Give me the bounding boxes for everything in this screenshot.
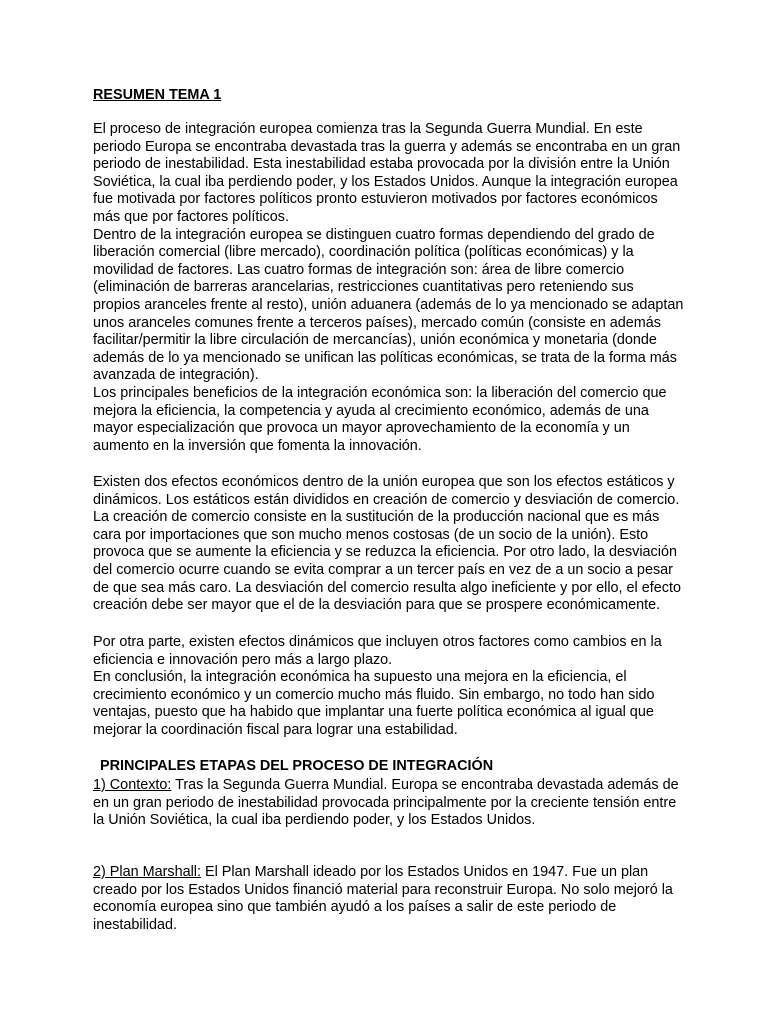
text-line: fue motivada por factores políticos pronto estuvieron motivados por factores económicos xyxy=(93,191,658,208)
text-line: propios aranceles frente al resto), unión aduanera (además de lo ya mencionado se adaptan xyxy=(93,296,684,313)
stage-plan-marshall-label: 2) Plan Marshall: xyxy=(93,864,201,880)
text-line: periodo Europa se encontraba devastada tras la guerra y además se encontraba en un gran xyxy=(93,138,681,155)
text-line: economía europea sino que también ayudó a los países a salir de este periodo de xyxy=(93,899,617,916)
text-line: cara por importaciones que son mucho menos costosas (de un socio de la unión). Esto xyxy=(93,526,649,543)
text-line: aumento en la inversión que fomenta la innovación. xyxy=(93,437,422,454)
paragraph-dynamic-effects xyxy=(93,634,683,740)
text-line: mejora la eficiencia, la competencia y ayuda al crecimiento económico, además de una xyxy=(93,402,649,419)
text-line: ventajas, puesto que ha habido que implantar una fuerte política económica al igual que xyxy=(93,704,654,721)
stage-plan-marshall-body xyxy=(93,882,683,935)
stage-contexto-body xyxy=(93,795,683,830)
text-line: facilitar/permitir la libre circulación de mercancías), unión económica y monetaria (donde xyxy=(93,332,657,349)
text-line: inestabilidad. xyxy=(93,916,178,933)
text-line: dinámicos. Los estáticos están divididos en creación de comercio y desviación de comercio. xyxy=(93,491,680,508)
text-line: mejorar la coordinación fiscal para lograr una estabilidad. xyxy=(93,721,458,738)
stage-plan-marshall-text: El Plan Marshall ideado por los Estados Unidos en 1947. Fue un plan xyxy=(200,864,649,880)
text-line: movilidad de factores. Las cuatro formas de integración son: área de libre comercio xyxy=(93,261,625,278)
paragraph-intro xyxy=(93,121,683,455)
stage-contexto-first-line xyxy=(93,777,683,795)
text-line: Dentro de la integración europea se distinguen cuatro formas dependiendo del grado de xyxy=(93,226,655,243)
stage-contexto xyxy=(93,777,683,830)
text-line: Existen dos efectos económicos dentro de la unión europea que son los efectos estáticos y xyxy=(93,474,675,490)
document-title: RESUMEN TEMA 1 xyxy=(93,87,222,103)
text-line: Por otra parte, existen efectos dinámicos que incluyen otros factores como cambios en la xyxy=(93,634,662,650)
text-line: El proceso de integración europea comienza tras la Segunda Guerra Mundial. En este xyxy=(93,121,643,137)
text-line: provoca que se aumente la eficiencia y se reduzca la eficiencia. Por otro lado, la desviación xyxy=(93,544,677,561)
stage-contexto-text: Tras la Segunda Guerra Mundial. Europa se encontraba devastada además de xyxy=(171,777,679,793)
text-line: la Unión Soviética, la cual iba perdiendo poder, y los Estados Unidos. xyxy=(93,812,536,829)
text-line: en un gran periodo de inestabilidad provocada principalmente por la creciente tensión entre xyxy=(93,794,677,811)
text-line: mayor especialización que provoca un mayor aprovechamiento de la economía y un xyxy=(93,420,630,437)
section-title: PRINCIPALES ETAPAS DEL PROCESO DE INTEGRACIÓN xyxy=(100,758,494,774)
text-line: (eliminación de barreras arancelarias, restricciones cuantitativas pero reteniendo sus xyxy=(93,279,634,296)
text-line: Los principales beneficios de la integración económica son: la liberación del comercio que xyxy=(93,384,667,401)
text-line: unos aranceles comunes frente a terceros países), mercado común (consiste en además xyxy=(93,314,661,331)
text-line: En conclusión, la integración económica ha supuesto una mejora en la eficiencia, el xyxy=(93,669,627,686)
stage-contexto-label: 1) Contexto: xyxy=(93,777,172,793)
text-line: más que por factores políticos. xyxy=(93,208,289,225)
text-line: avanzada de integración). xyxy=(93,367,259,384)
text-line: La creación de comercio consiste en la sustitución de la producción nacional que es más xyxy=(93,509,660,526)
text-line: además de lo ya mencionado se unifican las políticas económicas, se trata de la forma más xyxy=(93,349,677,366)
text-line: de que sea más caro. La desviación del comercio resulta algo ineficiente y por ello, el efecto xyxy=(93,579,681,596)
stage-plan-marshall xyxy=(93,864,683,934)
stage-plan-marshall-first-line xyxy=(93,864,683,882)
text-line: liberación comercial (libre mercado), coordinación política (políticas económicas) y la xyxy=(93,244,634,261)
text-line: creado por los Estados Unidos financió material para reconstruir Europa. No solo mejoró la xyxy=(93,881,673,898)
text-line: periodo de inestabilidad. Esta inestabilidad estaba provocada por la división entre la Unión xyxy=(93,156,670,173)
text-line: eficiencia e innovación pero más a largo plazo. xyxy=(93,651,393,668)
text-line: Soviética, la cual iba perdiendo poder, y los Estados Unidos. Aunque la integración europea xyxy=(93,173,678,190)
paragraph-economic-effects xyxy=(93,474,683,615)
text-line: creación debe ser mayor que el de la desviación para que se prospere económicamente. xyxy=(93,597,661,614)
text-line: del comercio ocurre cuando se evita comprar a un tercer país en vez de a un socio a pesar xyxy=(93,561,673,578)
text-line: crecimiento económico y un comercio mucho más fluido. Sin embargo, no todo han sido xyxy=(93,686,655,703)
